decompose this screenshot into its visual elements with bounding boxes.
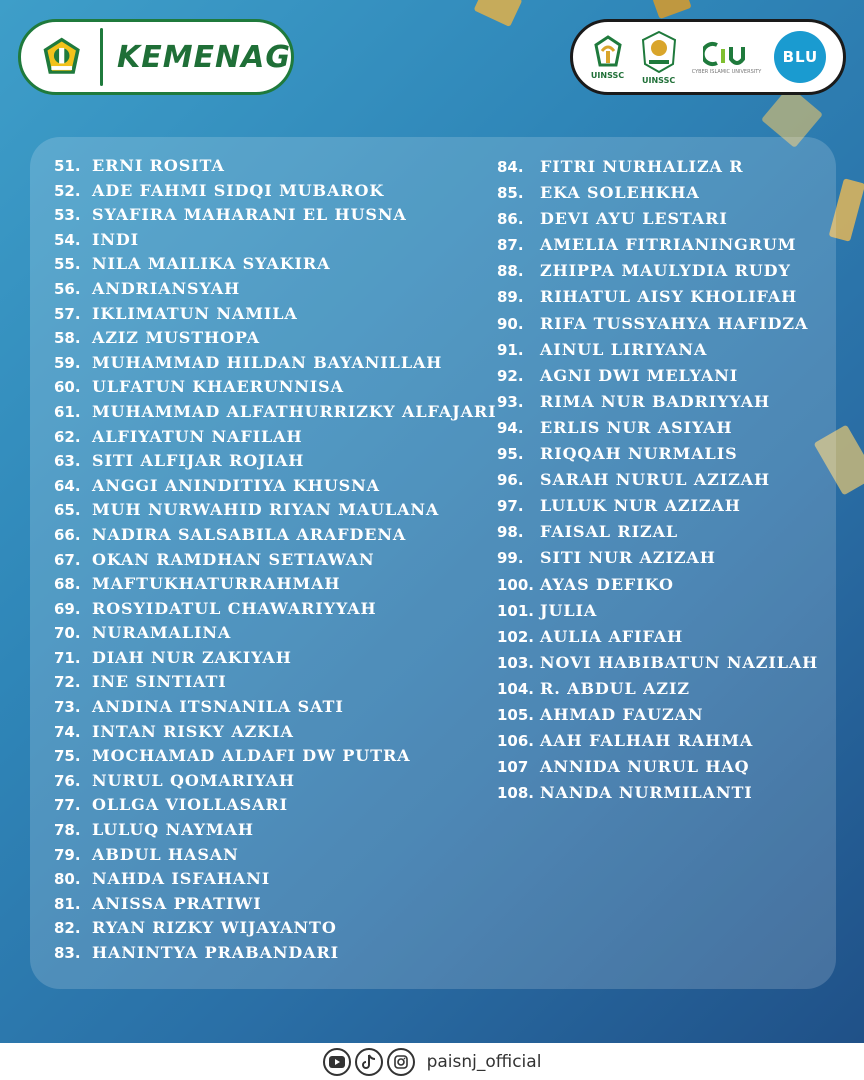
list-item-name: ZHIPPA MAULYDIA RUDY <box>540 261 791 281</box>
list-item <box>54 400 496 425</box>
list-item-name: LULUK NUR AZIZAH <box>540 496 741 516</box>
blu-logo-text: BLU <box>782 48 819 66</box>
list-item-name: RIFA TUSSYAHYA HAFIDZA <box>540 313 809 333</box>
list-item-name: ANDRIANSYAH <box>92 278 241 298</box>
list-item-number: 95. <box>497 445 524 464</box>
list-item <box>54 302 496 327</box>
list-item <box>54 474 496 499</box>
list-item <box>497 284 818 310</box>
list-item <box>54 154 496 179</box>
list-item-number: 54. <box>54 230 81 249</box>
list-item <box>54 916 496 941</box>
list-item-number: 75. <box>54 747 81 766</box>
list-item-name: ANGGI ANINDITIYA KHUSNA <box>92 475 380 495</box>
list-item <box>497 728 818 754</box>
list-item-number: 68. <box>54 575 81 594</box>
uinssc-emblem-icon <box>590 35 626 69</box>
list-item-number: 98. <box>497 523 524 542</box>
list-item-number: 101. <box>497 601 535 620</box>
list-item-name: NAHDA ISFAHANI <box>92 869 271 889</box>
list-item-name: NURUL QOMARIYAH <box>92 770 295 790</box>
list-item-number: 106. <box>497 732 535 751</box>
list-item-name: FAISAL RIZAL <box>540 522 679 542</box>
list-item-number: 76. <box>54 771 81 790</box>
list-item <box>497 467 818 493</box>
list-item <box>54 523 496 548</box>
uinssc-seal-logo <box>639 30 679 85</box>
ciu-logo <box>692 39 762 75</box>
list-item <box>497 676 818 702</box>
list-item-name: INE SINTIATI <box>92 672 227 692</box>
list-item <box>497 493 818 519</box>
list-item-number: 107 <box>497 758 529 777</box>
list-item-name: SARAH NURUL AZIZAH <box>540 470 771 490</box>
kemenag-header <box>18 19 294 95</box>
list-item <box>54 425 496 450</box>
list-item-name: MUH NURWAHID RIYAN MAULANA <box>92 500 440 520</box>
list-item <box>54 326 496 351</box>
list-item-number: 105. <box>497 705 535 724</box>
list-item-name: ANDINA ITSNANILA SATI <box>92 697 344 717</box>
list-item <box>54 572 496 597</box>
list-item-name: MUHAMMAD ALFATHURRIZKY ALFAJARI <box>92 401 497 421</box>
list-item-number: 57. <box>54 304 81 323</box>
list-item-number: 92. <box>497 366 524 385</box>
list-item <box>497 232 818 258</box>
brand-title: KEMENAG <box>116 39 291 75</box>
list-item-name: AMELIA FITRIANINGRUM <box>540 235 797 255</box>
list-item-name: NURAMALINA <box>92 623 232 643</box>
list-item-name: AINUL LIRIYANA <box>540 339 708 359</box>
list-item-name: INDI <box>92 229 140 249</box>
list-item-number: 93. <box>497 392 524 411</box>
list-item-name: ANNIDA NURUL HAQ <box>540 757 750 777</box>
list-item <box>54 375 496 400</box>
list-item-name: R. ABDUL AZIZ <box>540 678 690 698</box>
list-item-number: 64. <box>54 476 81 495</box>
list-item-name: INTAN RISKY AZKIA <box>92 721 294 741</box>
list-item <box>497 650 818 676</box>
list-item <box>54 941 496 966</box>
list-item-number: 51. <box>54 157 81 175</box>
list-item-number: 108. <box>497 784 535 803</box>
list-item-number: 74. <box>54 722 81 741</box>
footer-bar <box>0 1043 864 1080</box>
list-item-name: JULIA <box>540 600 598 620</box>
list-item <box>54 793 496 818</box>
list-item-number: 80. <box>54 870 81 889</box>
list-item-name: RIMA NUR BADRIYYAH <box>540 391 771 411</box>
list-item-name: SITI NUR AZIZAH <box>540 548 716 568</box>
list-item-number: 60. <box>54 378 81 397</box>
list-item-name: ALFIYATUN NAFILAH <box>92 426 303 446</box>
list-item <box>54 670 496 695</box>
list-item-name: NILA MAILIKA SYAKIRA <box>92 254 331 274</box>
tiktok-icon[interactable] <box>355 1048 383 1076</box>
list-item-number: 83. <box>54 944 81 962</box>
list-item <box>54 228 496 253</box>
list-item-number: 55. <box>54 255 81 274</box>
list-item-number: 86. <box>497 210 524 229</box>
list-item <box>54 892 496 917</box>
list-item-name: FITRI NURHALIZA R <box>540 157 744 176</box>
list-item <box>497 598 818 624</box>
list-item-number: 72. <box>54 673 81 692</box>
list-item <box>54 818 496 843</box>
list-item-number: 53. <box>54 206 81 225</box>
list-item-number: 70. <box>54 624 81 643</box>
uinssc-seal-caption: UINSSC <box>642 75 676 85</box>
list-item-number: 104. <box>497 679 535 698</box>
list-item-name: DEVI AYU LESTARI <box>540 209 728 229</box>
list-item-number: 87. <box>497 236 524 255</box>
list-item-number: 59. <box>54 353 81 372</box>
list-item-name: SYAFIRA MAHARANI EL HUSNA <box>92 205 407 225</box>
confetti-decoration <box>652 0 691 19</box>
list-item-number: 85. <box>497 184 524 203</box>
list-item-number: 65. <box>54 501 81 520</box>
list-item <box>497 154 818 180</box>
list-item-number: 67. <box>54 550 81 569</box>
header-divider <box>100 28 103 86</box>
social-handle[interactable]: paisnj_official <box>426 1051 542 1072</box>
list-item-number: 100. <box>497 575 535 594</box>
list-item-name: MUHAMMAD HILDAN BAYANILLAH <box>92 352 443 372</box>
list-item <box>497 519 818 545</box>
list-item <box>497 545 818 571</box>
list-item-number: 69. <box>54 599 81 618</box>
list-item-name: NADIRA SALSABILA ARAFDENA <box>92 524 407 544</box>
list-item-number: 103. <box>497 653 535 672</box>
list-item-name: ULFATUN KHAERUNNISA <box>92 377 344 397</box>
list-item-name: OKAN RAMDHAN SETIAWAN <box>92 549 375 569</box>
list-item-name: IKLIMATUN NAMILA <box>92 303 298 323</box>
list-item <box>497 624 818 650</box>
list-item-number: 90. <box>497 314 524 333</box>
list-item-number: 79. <box>54 845 81 864</box>
list-item-number: 66. <box>54 525 81 544</box>
list-item-name: RYAN RIZKY WIJAYANTO <box>92 918 337 938</box>
list-item-number: 91. <box>497 340 524 359</box>
list-item-name: AYAS DEFIKO <box>540 574 674 594</box>
kemenag-logo-icon <box>41 25 82 89</box>
list-item-number: 102. <box>497 627 535 646</box>
list-item <box>497 441 818 467</box>
list-item-number: 77. <box>54 796 81 815</box>
list-item-name: AZIZ MUSTHOPA <box>92 328 260 348</box>
names-list-left <box>54 154 496 966</box>
list-item-name: ABDUL HASAN <box>92 844 239 864</box>
list-item-name: NOVI HABIBATUN NAZILAH <box>540 652 819 672</box>
list-item-name: NANDA NURMILANTI <box>540 783 753 803</box>
list-item-name: AAH FALHAH RAHMA <box>540 731 754 751</box>
list-item-number: 56. <box>54 279 81 298</box>
list-item <box>54 695 496 720</box>
uinssc-seal-icon <box>639 30 679 74</box>
list-item <box>497 389 818 415</box>
list-item-number: 58. <box>54 329 81 348</box>
list-item-number: 63. <box>54 452 81 471</box>
list-item-number: 81. <box>54 894 81 913</box>
list-item <box>497 363 818 389</box>
list-item-number: 99. <box>497 549 524 568</box>
list-item-name: HANINTYA PRABANDARI <box>92 943 340 962</box>
list-item <box>54 867 496 892</box>
list-item <box>54 179 496 204</box>
list-item-name: RIQQAH NURMALIS <box>540 444 738 464</box>
list-item-number: 52. <box>54 181 81 200</box>
blu-logo <box>774 31 826 83</box>
list-item-name: OLLGA VIOLLASARI <box>92 795 288 815</box>
list-item <box>54 843 496 868</box>
list-item-number: 96. <box>497 471 524 490</box>
list-item <box>497 702 818 728</box>
list-item-number: 82. <box>54 919 81 938</box>
list-item-name: RIHATUL AISY KHOLIFAH <box>540 287 798 307</box>
list-item <box>497 206 818 232</box>
list-item-name: ROSYIDATUL CHAWARIYYAH <box>92 598 377 618</box>
list-item-number: 78. <box>54 821 81 840</box>
list-item <box>54 498 496 523</box>
uinssc-caption: UINSSC <box>590 70 625 80</box>
ciu-mark-icon <box>703 39 751 69</box>
list-item <box>54 621 496 646</box>
list-item-name: AHMAD FAUZAN <box>540 704 704 724</box>
youtube-icon[interactable] <box>323 1048 351 1076</box>
list-item-name: ADE FAHMI SIDQI MUBAROK <box>92 180 385 200</box>
list-item <box>497 415 818 441</box>
list-item <box>497 311 818 337</box>
list-item-number: 84. <box>497 158 524 176</box>
list-item-name: DIAH NUR ZAKIYAH <box>92 647 292 667</box>
list-item-number: 94. <box>497 418 524 437</box>
list-item-number: 89. <box>497 288 524 307</box>
partner-logos <box>570 19 846 95</box>
list-item-number: 88. <box>497 262 524 281</box>
instagram-icon[interactable] <box>387 1048 415 1076</box>
list-item <box>54 203 496 228</box>
list-item-name: AGNI DWI MELYANI <box>540 365 739 385</box>
list-item <box>497 572 818 598</box>
list-item-name: MOCHAMAD ALDAFI DW PUTRA <box>92 746 411 766</box>
list-item-name: ERLIS NUR ASIYAH <box>540 417 733 437</box>
list-item <box>54 449 496 474</box>
list-item <box>497 180 818 206</box>
list-item <box>497 258 818 284</box>
list-item-number: 62. <box>54 427 81 446</box>
uinssc-logo <box>590 35 626 80</box>
list-item <box>54 769 496 794</box>
list-item <box>54 351 496 376</box>
list-item <box>54 744 496 769</box>
confetti-decoration <box>474 0 523 27</box>
list-item-name: LULUQ NAYMAH <box>92 820 254 840</box>
list-item-name: EKA SOLEHKHA <box>540 183 700 203</box>
list-item <box>497 337 818 363</box>
list-item-name: SITI ALFIJAR ROJIAH <box>92 451 305 471</box>
list-item-name: ANISSA PRATIWI <box>92 893 262 913</box>
list-item <box>54 720 496 745</box>
list-item <box>497 754 818 780</box>
list-item-name: ERNI ROSITA <box>92 156 225 175</box>
list-item <box>54 548 496 573</box>
list-item <box>54 252 496 277</box>
list-item-name: AULIA AFIFAH <box>540 626 684 646</box>
list-item-number: 97. <box>497 497 524 516</box>
list-item-number: 71. <box>54 648 81 667</box>
list-item-number: 61. <box>54 402 81 421</box>
list-item <box>54 277 496 302</box>
list-item-number: 73. <box>54 698 81 717</box>
list-item <box>54 597 496 622</box>
list-item-name: MAFTUKHATURRAHMAH <box>92 574 341 594</box>
list-item <box>54 646 496 671</box>
ciu-caption: CYBER ISLAMIC UNIVERSITY <box>691 69 762 75</box>
list-item <box>497 780 818 806</box>
names-list-right <box>497 154 818 806</box>
